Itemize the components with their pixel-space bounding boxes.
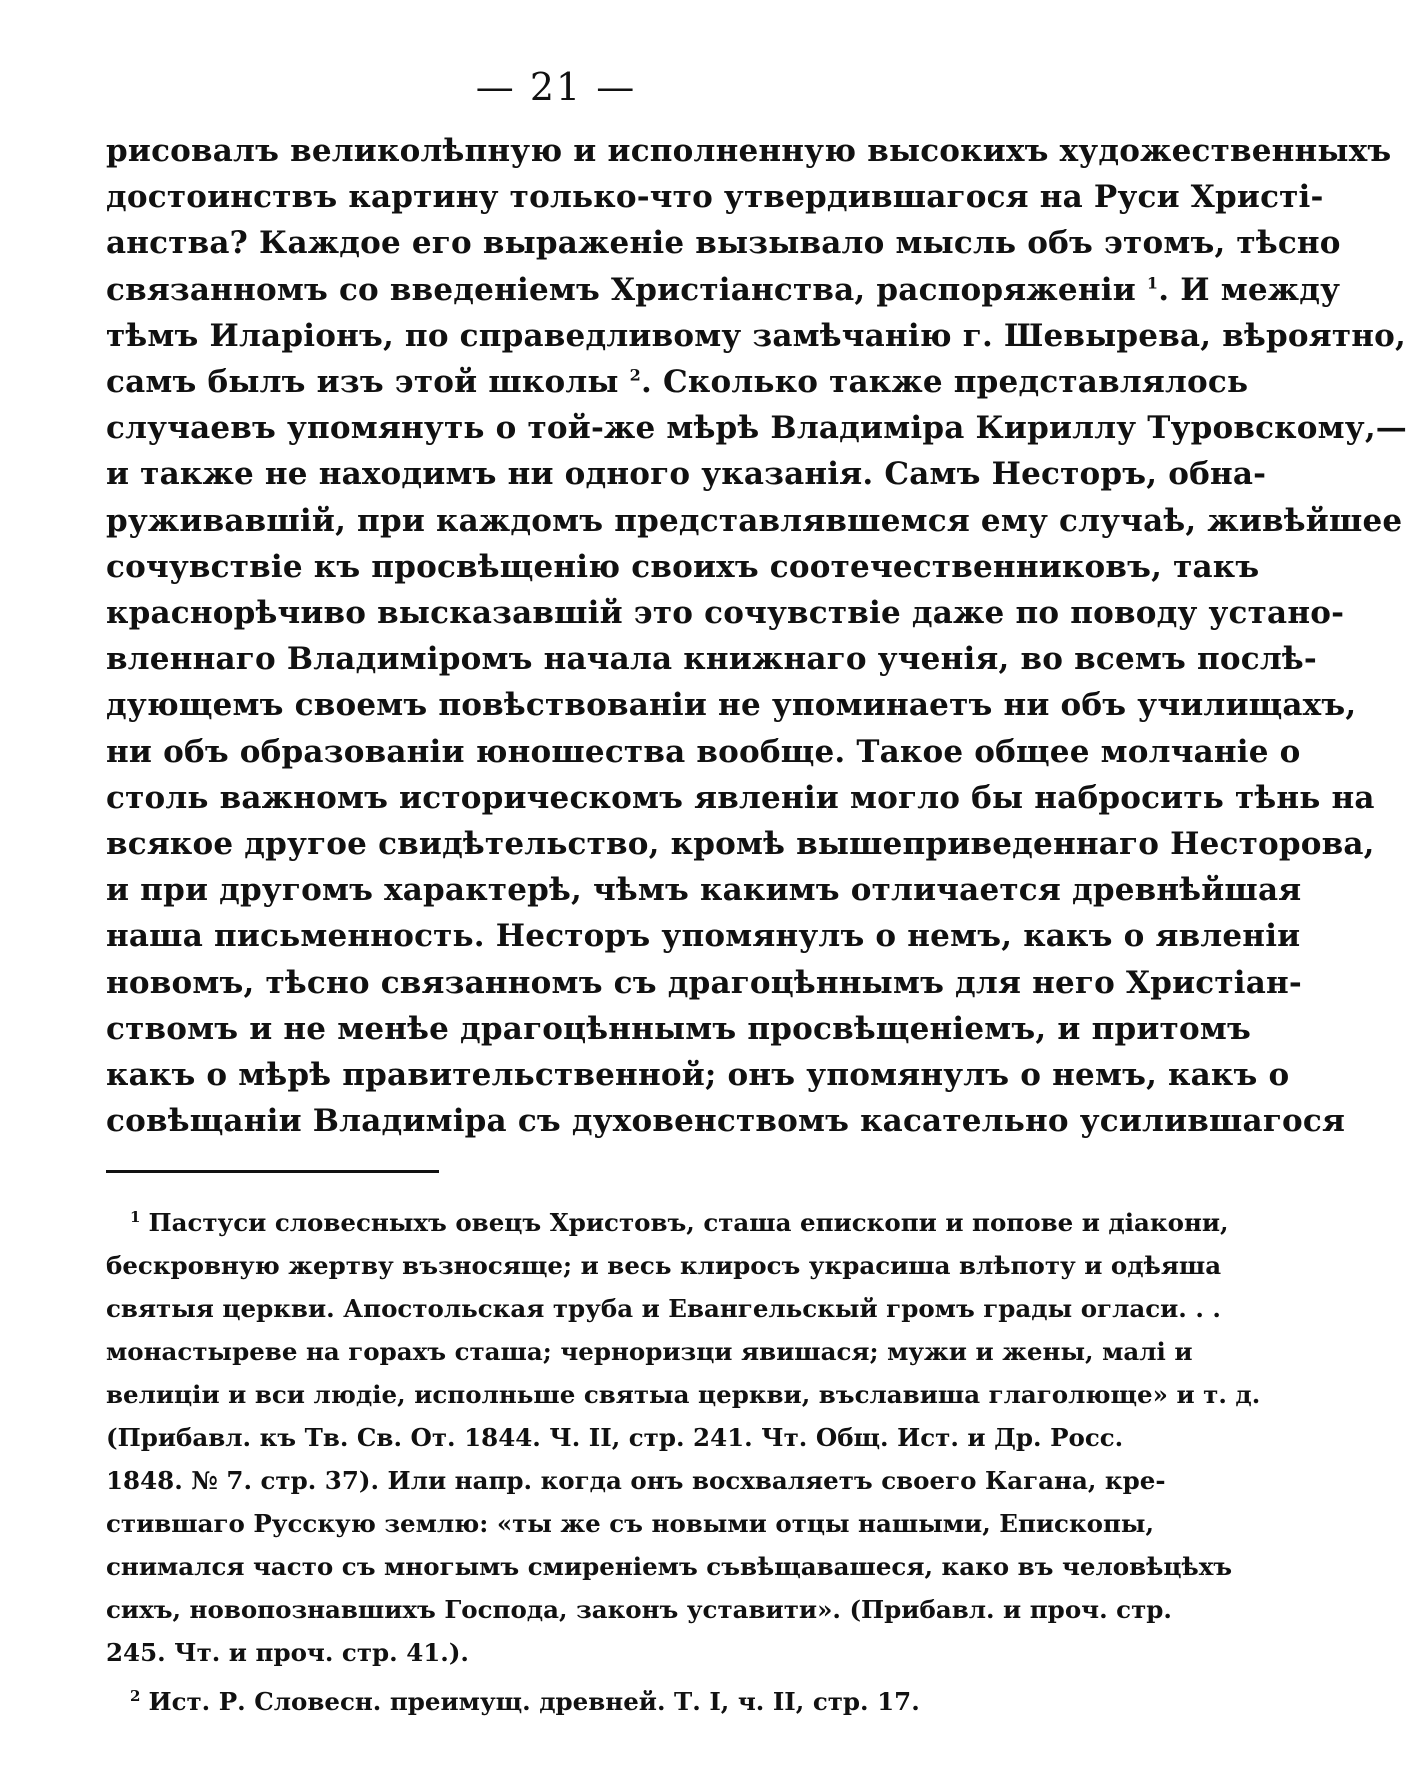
text-line: всякое другое свидѣтельство, кромѣ вышеприведеннаго Несторова, <box>106 826 1375 863</box>
footnote-number: 1 <box>130 1208 141 1227</box>
text-line: и также не находимъ ни одного указанія. Самъ Несторъ, обна- <box>106 456 1267 493</box>
footnote-ref-2: 2 <box>629 365 641 385</box>
footnote-2 <box>106 1680 1036 1723</box>
text-line: и при другомъ характерѣ, чѣмъ какимъ отличается древнѣйшая <box>106 872 1302 909</box>
text-line: достоинствъ картину только-что утвердившагося на Руси Христі- <box>106 179 1324 216</box>
footnote-line: монастыреве на горахъ сташа; черноризци явишася; мужи и жены, малі и <box>106 1337 1193 1367</box>
footnote-ref-1: 1 <box>1146 273 1159 293</box>
text-fragment: связанномъ со введеніемъ Христіанства, распоряженіи <box>106 271 1136 308</box>
footnote-line: стившаго Русскую землю: «ты же съ новыми отцы нашыми, Епископы, <box>106 1509 1155 1539</box>
text-line: новомъ, тѣсно связанномъ съ драгоцѣннымъ для него Христіан- <box>106 964 1302 1001</box>
footnote-line <box>106 1201 1229 1244</box>
text-line: дующемъ своемъ повѣствованіи не упоминаетъ ни объ училищахъ, <box>106 687 1357 724</box>
text-line: сочувствіе къ просвѣщенію своихъ соотечественниковъ, такъ <box>106 548 1260 585</box>
text-line: наша письменность. Несторъ упомянулъ о немъ, какъ о явленіи <box>106 918 1301 955</box>
footnote-line: (Прибавл. къ Тв. Св. От. 1844. Ч. II, стр. 241. Чт. Общ. Ист. и Др. Росс. <box>106 1423 1124 1453</box>
text-line: вленнаго Владиміромъ начала книжнаго ученія, во всемъ послѣ- <box>106 641 1317 678</box>
footnote-line: 245. Чт. и проч. стр. 41.). <box>106 1638 469 1668</box>
page-number: — 21 — <box>475 65 637 109</box>
footnote-line: святыя церкви. Апостольская труба и Евангельскый громъ грады огласи. . . <box>106 1294 1221 1324</box>
text-line: тѣмъ Иларіонъ, по справедливому замѣчанію г. Шевырева, вѣроятно, <box>106 317 1406 354</box>
text-line: случаевъ упомянуть о той-же мѣрѣ Владиміра Кириллу Туровскому,— <box>106 410 1407 447</box>
text-line <box>106 359 1249 405</box>
text-fragment: Пастуси словесныхъ овецъ Христовъ, сташа епископи и попове и діакони, <box>148 1208 1229 1238</box>
text-line: столь важномъ историческомъ явленіи могло бы набросить тѣнь на <box>106 779 1375 816</box>
text-line: какъ о мѣрѣ правительственной; онъ упомянулъ о немъ, какъ о <box>106 1057 1290 1094</box>
main-text <box>106 128 1407 1144</box>
page <box>106 62 1407 1723</box>
footnote-line: бескровную жертву възносяще; и весь клиросъ украсиша влѣпоту и одѣяша <box>106 1251 1222 1281</box>
text-line: рисовалъ великолѣпную и исполненную высокихъ художественныхъ <box>106 133 1392 169</box>
text-line <box>106 267 1341 313</box>
footnote-line: велиціи и вси людіе, исполньше святыа церкви, въславиша глаголюще» и т. д. <box>106 1380 1261 1410</box>
footnote-divider <box>106 1170 439 1173</box>
footnotes <box>106 1201 1261 1723</box>
footnote-line: 1848. № 7. стр. 37). Или напр. когда онъ восхваляетъ своего Кагана, кре- <box>106 1466 1166 1496</box>
text-line: ни объ образованіи юношества вообще. Такое общее молчаніе о <box>106 733 1301 770</box>
footnote-line: снимался часто съ многымъ смиреніемъ съвѣщавашеся, како въ человѣцѣхъ <box>106 1552 1233 1582</box>
text-fragment: . И между <box>1158 271 1341 308</box>
footnote-1 <box>106 1201 1261 1674</box>
text-line: руживавшій, при каждомъ представлявшемся ему случаѣ, живѣйшее <box>106 502 1403 539</box>
text-line: ствомъ и не менѣе драгоцѣннымъ просвѣщеніемъ, и притомъ <box>106 1010 1251 1047</box>
text-line: краснорѣчиво высказавшій это сочувствіе даже по поводу устано- <box>106 595 1345 632</box>
footnote-line <box>106 1680 1036 1723</box>
text-line: совѣщаніи Владиміра съ духовенствомъ касательно усилившагося <box>106 1103 1346 1140</box>
text-fragment: . Сколько также представлялось <box>641 364 1249 401</box>
footnote-number: 2 <box>130 1687 141 1706</box>
footnote-line: сихъ, новопознавшихъ Господа, законъ уставити». (Прибавл. и проч. стр. <box>106 1595 1172 1625</box>
text-fragment: Ист. Р. Словесн. преимущ. древней. Т. I, ч. II, стр. 17. <box>148 1687 920 1717</box>
text-fragment: самъ былъ изъ этой школы <box>106 364 619 401</box>
text-line: анства? Каждое его выраженіе вызывало мысль объ этомъ, тѣсно <box>106 225 1341 262</box>
